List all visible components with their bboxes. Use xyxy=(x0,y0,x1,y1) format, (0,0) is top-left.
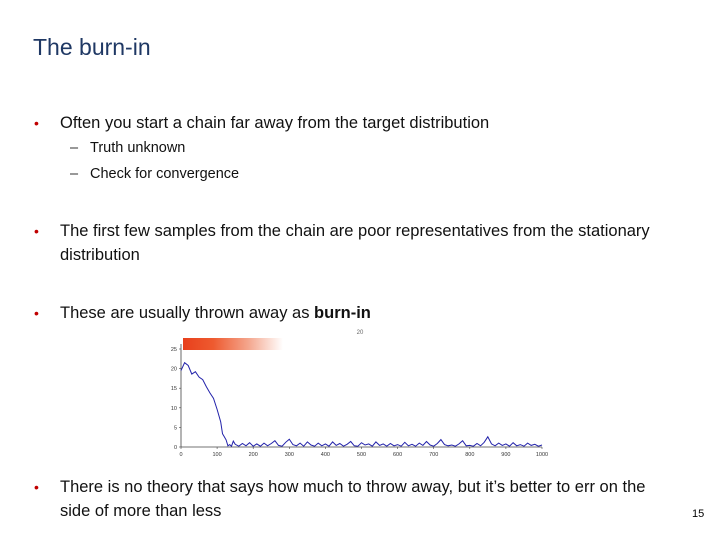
bullet-text: Often you start a chain far away from the target distribution xyxy=(60,114,490,132)
slide-title: The burn-in xyxy=(33,34,151,60)
x-tick-label: 500 xyxy=(356,452,367,458)
y-tick-label: 15 xyxy=(170,386,177,393)
x-tick-label: 700 xyxy=(429,452,439,458)
x-tick-label: 300 xyxy=(284,452,294,458)
x-tick-label: 1000 xyxy=(535,452,549,458)
x-tick-label: 0 xyxy=(179,452,183,458)
dash-icon: – xyxy=(70,140,79,156)
y-tick-label: 25 xyxy=(170,347,177,353)
page-number: 15 xyxy=(692,508,705,520)
bullet-text-bold: burn-in xyxy=(314,304,371,322)
bullet-text-regular: These are usually thrown away as xyxy=(60,304,315,322)
dash-icon: – xyxy=(70,166,79,182)
chart-title: 20 xyxy=(356,330,364,336)
y-tick-label: 10 xyxy=(170,405,177,412)
series-line xyxy=(181,363,542,447)
bullet-text: The first few samples from the chain are poor representatives from the stationary distribution xyxy=(60,222,650,264)
bullet-dot-icon: • xyxy=(34,479,39,495)
sub-bullet-text: Truth unknown xyxy=(90,140,186,156)
x-tick-label: 800 xyxy=(465,452,475,458)
bullet-item xyxy=(34,475,680,523)
y-tick-label: 20 xyxy=(170,366,177,373)
x-tick-label: 600 xyxy=(393,452,403,458)
sub-bullet-text: Check for convergence xyxy=(90,166,240,182)
x-tick-label: 400 xyxy=(320,452,330,458)
y-tick-label: 0 xyxy=(173,445,177,451)
bullet-text: There is no theory that says how much to throw away, but it’s better to err on the side of more than less xyxy=(60,478,646,520)
bullet-dot-icon: • xyxy=(34,223,39,239)
x-tick-label: 100 xyxy=(212,452,222,458)
x-tick-label: 200 xyxy=(248,452,258,458)
bullet-dot-icon: • xyxy=(34,305,39,321)
bullet-dot-icon: • xyxy=(34,115,39,131)
y-tick-label: 5 xyxy=(173,425,177,432)
x-tick-label: 900 xyxy=(501,452,511,458)
